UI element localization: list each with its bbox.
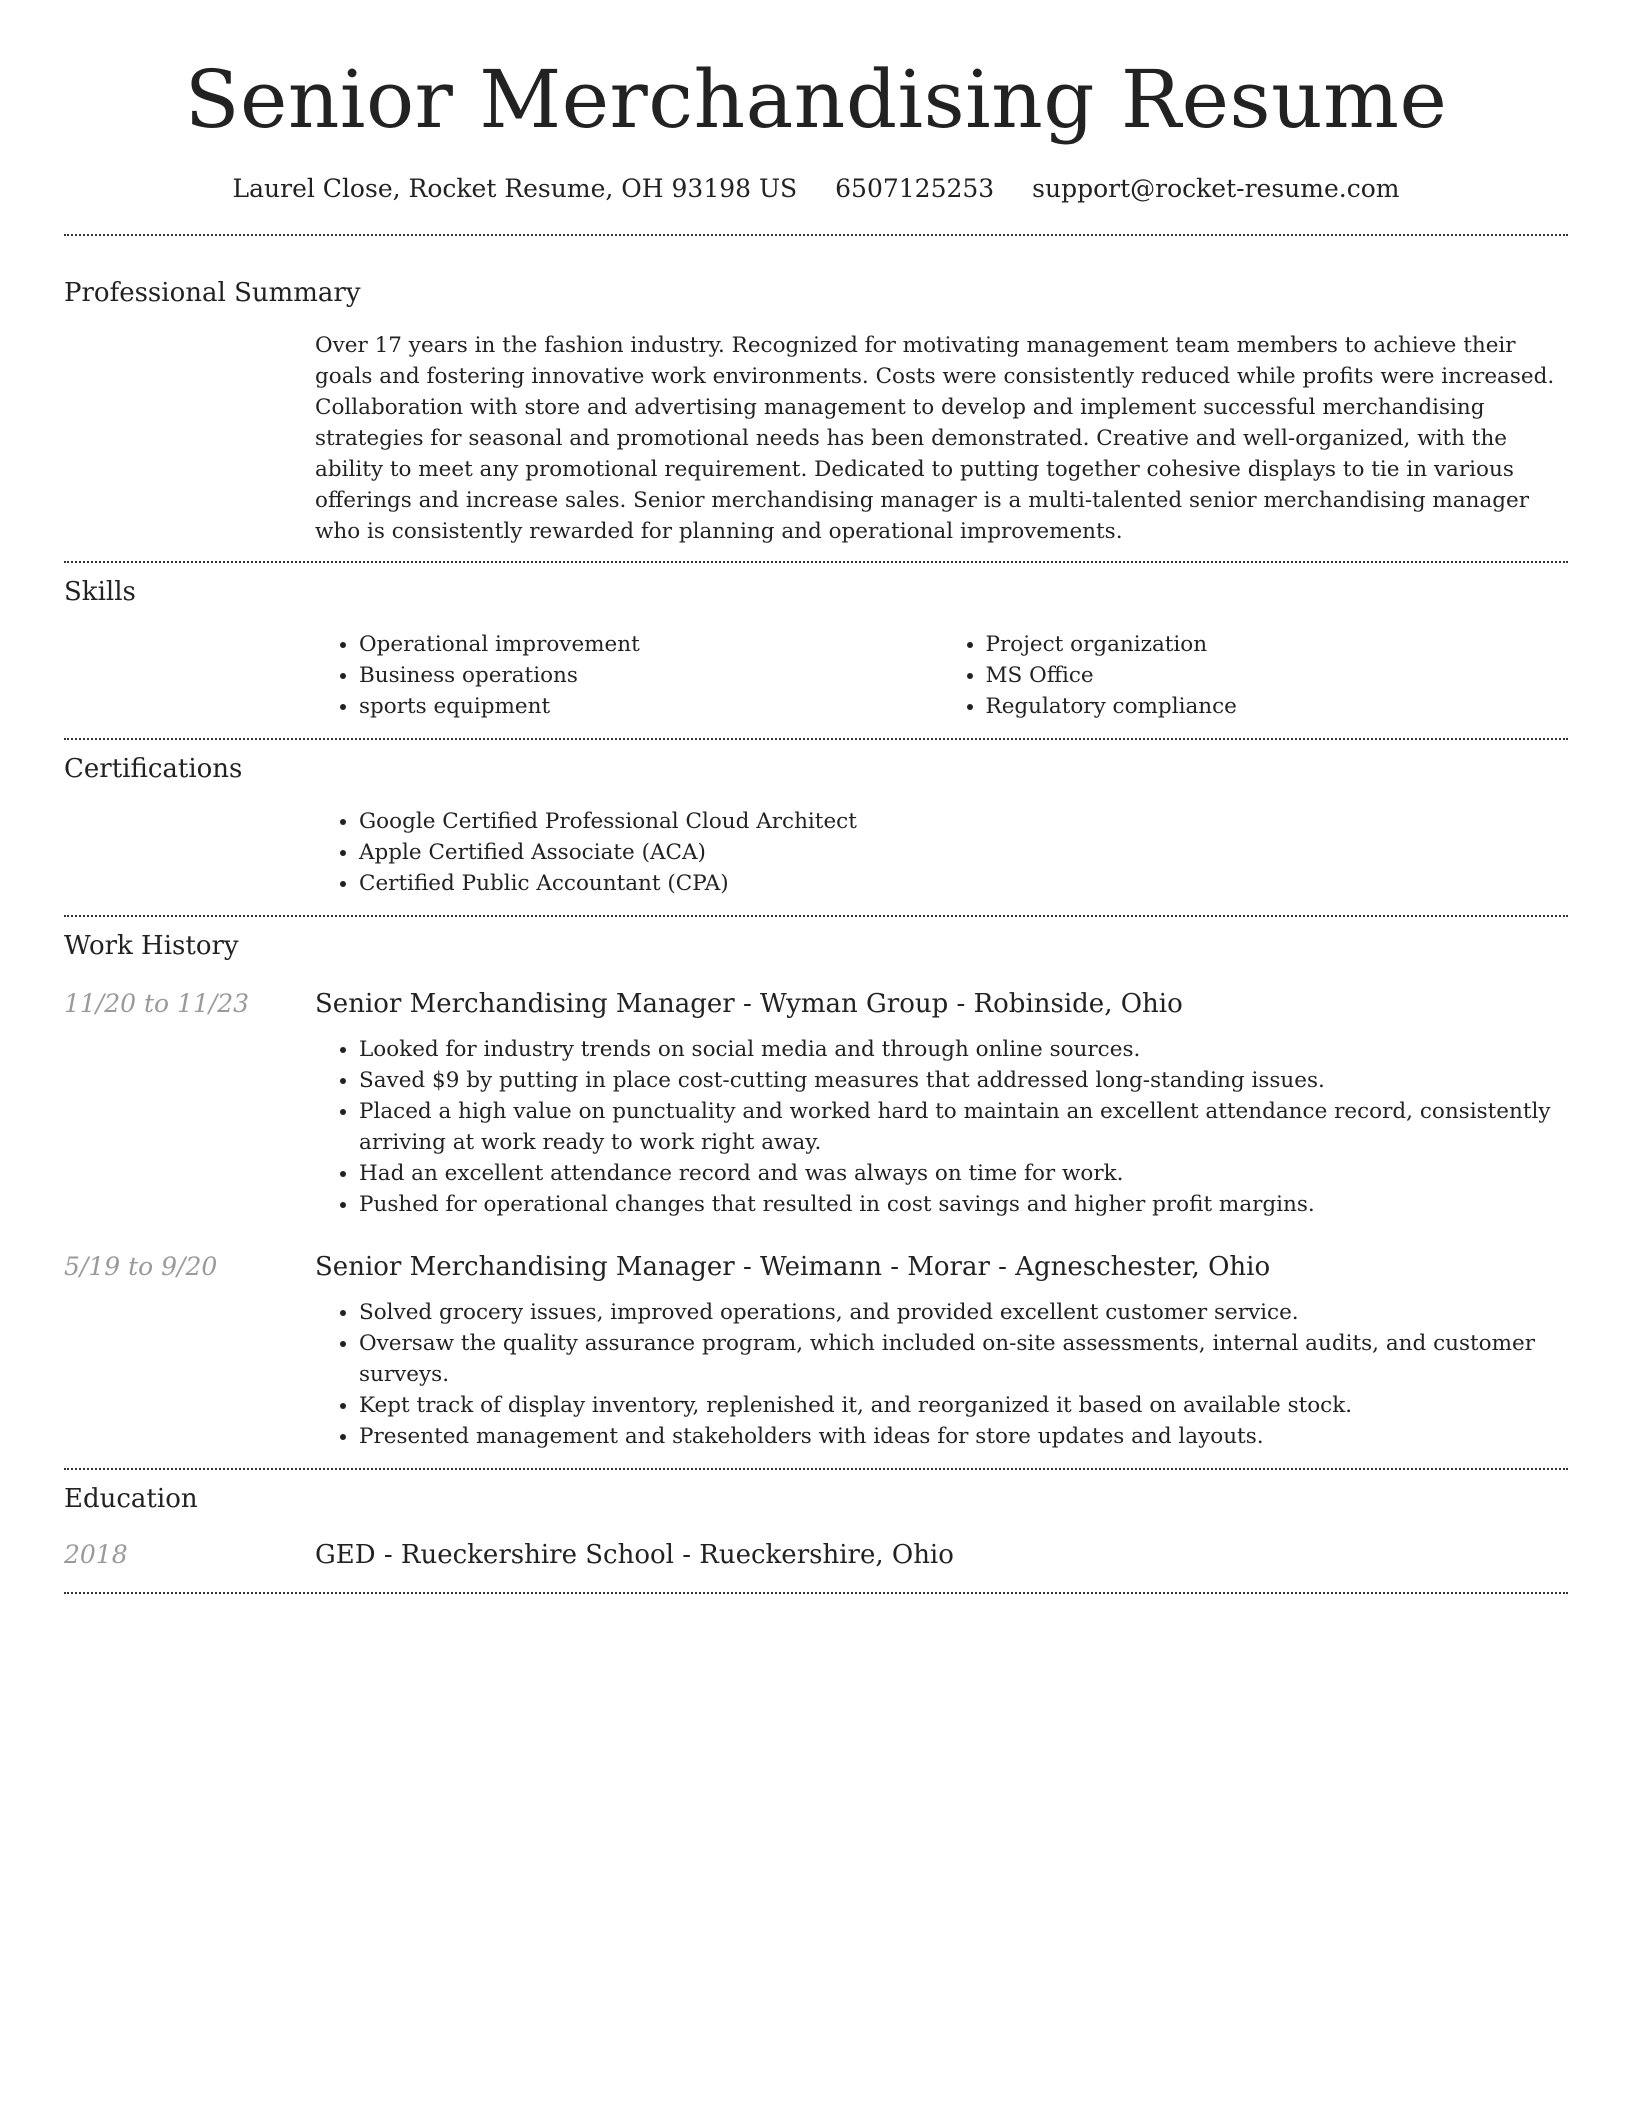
section-heading-education: Education [64,1484,198,1514]
certification-item: • Google Certified Professional Cloud Architect [359,806,1568,837]
job-bullet: • Saved $9 by putting in place cost-cutting measures that addressed long-standing issues. [359,1065,1568,1096]
skills-list-right [942,629,1569,722]
job-header [64,1250,1568,1284]
education-section [64,1470,1568,1592]
contact-phone: 6507125253 [835,174,995,203]
skill-item: • Project organization [986,629,1569,660]
resume-title: Senior Merchandising Resume [184,53,1448,146]
education-year: 2018 [64,1540,128,1569]
job-header [64,987,1568,1021]
job-title: Senior Merchandising Manager - Weimann - Morar - Agneschester, Ohio [315,1252,1271,1282]
skill-item: • Regulatory compliance [986,691,1569,722]
certification-item: • Certified Public Accountant (CPA) [359,868,1568,899]
summary-section [64,236,1568,561]
skill-item: • Operational improvement [359,629,942,660]
section-heading-work-history: Work History [64,931,239,961]
job-bullet: • Looked for industry trends on social media and through online sources. [359,1034,1568,1065]
certifications-section [64,740,1568,915]
job-entry [64,987,1568,1220]
job-title: Senior Merchandising Manager - Wyman Group - Robinside, Ohio [315,989,1183,1019]
job-bullet: • Had an excellent attendance record and was always on time for work. [359,1158,1568,1189]
job-bullet: • Oversaw the quality assurance program, which included on-site assessments, internal audits, and customer surveys. [359,1328,1568,1390]
section-heading-summary: Professional Summary [64,278,361,308]
skill-item: • sports equipment [359,691,942,722]
job-entry [64,1250,1568,1452]
contact-address: Laurel Close, Rocket Resume, OH 93198 US [232,174,798,203]
work-history-section [64,917,1568,1468]
job-dates: 11/20 to 11/23 [64,989,250,1018]
job-bullet: • Solved grocery issues, improved operations, and provided excellent customer service. [359,1297,1568,1328]
section-divider [64,1592,1568,1594]
job-bullet: • Pushed for operational changes that resulted in cost savings and higher profit margins. [359,1189,1568,1220]
job-bullet: • Presented management and stakeholders with ideas for store updates and layouts. [359,1421,1568,1452]
job-bullet: • Placed a high value on punctuality and worked hard to maintain an excellent attendance record, consistently arriving at work ready to work right away. [359,1096,1568,1158]
job-bullet-list [315,1297,1568,1452]
education-title: GED - Rueckershire School - Rueckershire, Ohio [315,1540,954,1570]
summary-text: Over 17 years in the fashion industry. Recognized for motivating management team members to achieve their goals and fostering innovative work environments. Costs were consistently reduced while profits were increased. Collaboration with store and advertising management to develop and implement successful merchandising strategies for seasonal and promotional needs has been demonstrated. Creative and well-organized, with the ability to meet any promotional requirement. Dedicated to putting together cohesive displays to tie in various offerings and increase sales. Senior merchandising manager is a multi-talented senior merchandising manager who is consistently rewarded for planning and operational improvements. [315,333,1555,544]
contact-email: support@rocket-resume.com [1032,174,1400,203]
job-duties [315,1297,1568,1452]
skills-list-left [315,629,942,722]
skill-item: • MS Office [986,660,1569,691]
section-heading-certifications: Certifications [64,754,243,784]
certifications-content [315,806,1568,899]
education-entry [64,1538,1568,1572]
job-bullet: • Kept track of display inventory, replenished it, and reorganized it based on available stock. [359,1390,1568,1421]
certifications-list [315,806,1568,899]
section-heading-skills: Skills [64,577,136,607]
job-duties [315,1034,1568,1220]
skills-section [64,563,1568,738]
job-bullet-list [315,1034,1568,1220]
job-dates: 5/19 to 9/20 [64,1252,218,1281]
certification-item: • Apple Certified Associate (ACA) [359,837,1568,868]
skill-item: • Business operations [359,660,942,691]
contact-info [64,172,1568,206]
skills-grid [315,629,1568,722]
